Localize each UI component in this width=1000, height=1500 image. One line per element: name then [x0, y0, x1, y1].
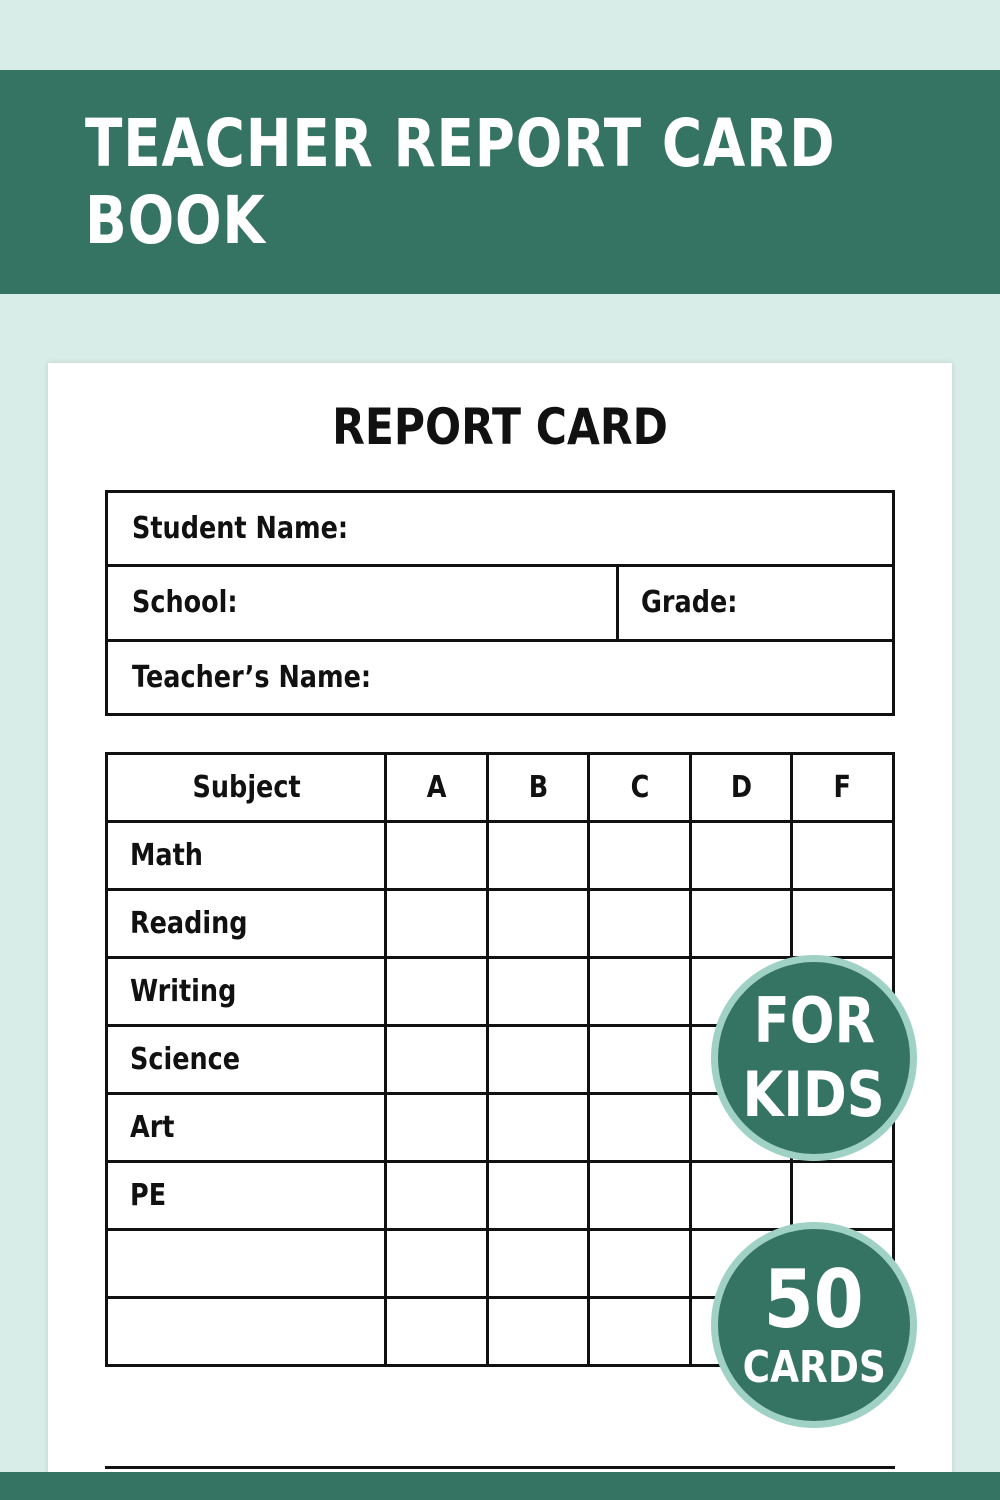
title-banner — [0, 70, 1000, 294]
grade-cell-d — [690, 890, 792, 958]
grade-cell-b — [487, 1230, 589, 1298]
grade-cell-a — [386, 890, 488, 958]
badge-kids-text: KIDS — [742, 1058, 886, 1131]
grade-cell-f — [792, 1162, 894, 1230]
grade-cell-c — [589, 890, 691, 958]
grade-cell-a — [386, 822, 488, 890]
subject-name-cell: Math — [107, 822, 386, 890]
report-card-title: REPORT CARD — [332, 398, 668, 456]
grade-cell-f — [792, 822, 894, 890]
subject-row — [107, 890, 894, 958]
grade-cell-a — [386, 1162, 488, 1230]
school-label: School: — [132, 585, 238, 620]
grade-cell-d — [690, 822, 792, 890]
subject-name-cell: Reading — [107, 890, 386, 958]
subject-name-cell — [107, 1298, 386, 1366]
subject-row — [107, 1162, 894, 1230]
teacher-name-label: Teacher’s Name: — [132, 660, 372, 695]
grade-cell-b — [487, 1094, 589, 1162]
grade-cell-b — [487, 1026, 589, 1094]
card-count-label: CARDS — [742, 1342, 886, 1393]
grade-cell-c — [589, 958, 691, 1026]
card-count-badge — [711, 1222, 917, 1428]
grade-cell-b — [487, 822, 589, 890]
subject-name-cell: Writing — [107, 958, 386, 1026]
grade-cell-a — [386, 1026, 488, 1094]
grade-cell-c — [589, 1026, 691, 1094]
student-info-box — [105, 490, 895, 716]
for-kids-badge — [711, 955, 917, 1161]
subject-header: Subject — [107, 754, 386, 822]
grade-cell-b — [487, 1298, 589, 1366]
grade-cell-c — [589, 1162, 691, 1230]
grade-cell-c — [589, 1298, 691, 1366]
grade-cell-d — [690, 1162, 792, 1230]
grade-cell-f — [792, 890, 894, 958]
grade-header-f: F — [792, 754, 894, 822]
grade-cell-b — [487, 1162, 589, 1230]
book-title: TEACHER REPORT CARD BOOK — [85, 105, 836, 259]
student-name-label: Student Name: — [132, 511, 349, 546]
grade-cell-a — [386, 1298, 488, 1366]
school-grade-row — [108, 567, 892, 642]
grade-label: Grade: — [641, 585, 738, 620]
student-name-row — [108, 493, 892, 567]
grade-header-d: D — [690, 754, 792, 822]
school-grade-divider — [616, 567, 619, 639]
grade-cell-c — [589, 1094, 691, 1162]
grade-cell-a — [386, 1230, 488, 1298]
grade-header-a: A — [386, 754, 488, 822]
grade-cell-a — [386, 958, 488, 1026]
badge-for-text: FOR — [753, 984, 875, 1057]
subject-row — [107, 822, 894, 890]
subject-name-cell: Art — [107, 1094, 386, 1162]
grade-cell-c — [589, 822, 691, 890]
teacher-name-row — [108, 642, 892, 716]
grades-header-row — [107, 754, 894, 822]
bottom-banner — [0, 1472, 1000, 1500]
subject-name-cell: PE — [107, 1162, 386, 1230]
grade-cell-a — [386, 1094, 488, 1162]
footer-line — [105, 1466, 895, 1469]
subject-name-cell: Science — [107, 1026, 386, 1094]
grade-cell-c — [589, 1230, 691, 1298]
grade-header-c: C — [589, 754, 691, 822]
grade-header-b: B — [487, 754, 589, 822]
grade-cell-b — [487, 890, 589, 958]
subject-name-cell — [107, 1230, 386, 1298]
card-count-number: 50 — [763, 1253, 865, 1346]
grade-cell-b — [487, 958, 589, 1026]
